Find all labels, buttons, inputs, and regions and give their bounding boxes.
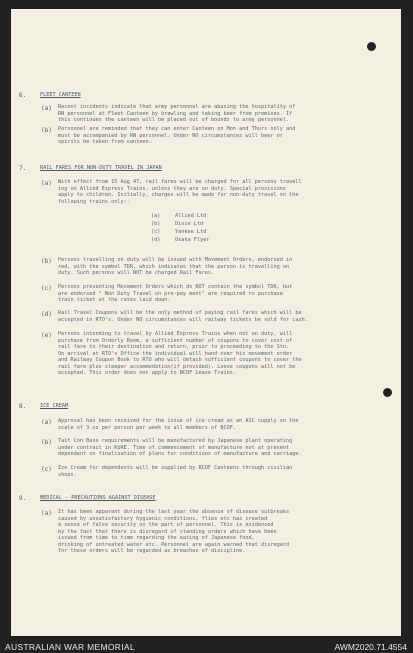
list-item-index: (d) bbox=[151, 237, 161, 243]
list-item: Osaka Flyer bbox=[175, 237, 210, 243]
paragraph-number: (a) bbox=[41, 510, 52, 517]
list-item: Yankee Ltd bbox=[175, 229, 207, 235]
section-number: 9. bbox=[19, 495, 27, 502]
paragraph-number: (b) bbox=[41, 439, 52, 446]
section-heading: ICE CREAM bbox=[40, 403, 69, 409]
paragraph: Tait Con Base requirements will be manufactured by Japanese plant operating under contract in KURE. Time of commencement of manufacture not at present dependent on finalisation of plans for conditions of manufacture and carriage. bbox=[58, 438, 302, 457]
paragraph-number: (c) bbox=[41, 466, 52, 473]
paragraph: Recent incidents indicate that army personnel are abusing the hospitality of RN personnel at Fleet Canteen by brawling and taking beer from premises. If this continues the canteen will be placed out of bounds to army personnel. bbox=[58, 104, 296, 123]
list-item: Allied Ltd bbox=[175, 213, 207, 219]
punch-hole bbox=[367, 42, 376, 51]
paragraph: Approval has been received for the issue of ice cream as an ASC supply on the scale of 3 oz per person per week to all members of BCOF. bbox=[58, 418, 299, 431]
paragraph: With effect from 15 Aug 47, rail fares will be charged for all persons travell ing on Allied Express Trains, unless they are on duty. Special provisions apply to children. Initially, charges will be made for non-duty travel on the following trains only:- bbox=[58, 179, 302, 205]
list-item-index: (b) bbox=[151, 221, 161, 227]
list-item-index: (c) bbox=[151, 229, 161, 235]
punch-hole bbox=[383, 388, 392, 397]
paragraph: Persons intending to travel by Allied Express Trains when not on duty, will purchase from Orderly Room, a sufficient number of coupons to cover cost of rail fare to their destination and return, prior to proceeding to the Stn. On arrival at RTO's Office the individual will hand over his movement order and Railway Coupon Book to RTO who will detach sufficient coupons to cover the rail fare plus sleeper accommodation(if provided). Loose coupons will not be accepted. This order does not apply to BCOF Leave Trains. bbox=[58, 331, 302, 376]
paragraph-number: (b) bbox=[41, 258, 52, 265]
section-heading: RAIL FARES FOR NON-DUTY TRAVEL IN JAPAN bbox=[40, 165, 162, 171]
document-page bbox=[11, 9, 401, 636]
section-heading: MEDICAL - PRECAUTIONS AGAINST DISEASE bbox=[40, 495, 156, 501]
list-item-index: (a) bbox=[151, 213, 161, 219]
catalogue-number: AWM2020.71.4554 bbox=[334, 642, 407, 652]
archive-footer bbox=[0, 639, 413, 653]
paragraph: Persons presenting Movement Orders which do NOT contain the symbol TDR, but are endorsed " Non Duty Travel on pre-pay ment" are required to purchase train ticket at the rates laid down. bbox=[58, 284, 293, 303]
paragraph: Ice Cream for dependents will be supplied by BCOF Canteens through civilian shops. bbox=[58, 465, 293, 478]
paragraph: Personnel are reminded that they can enter Canteen on Mon and Thurs only and must be accompanied by RN personnel. Under NO circumstances will beer or spirits be taken from canteen. bbox=[58, 126, 296, 145]
list-item: Dixie Ltd bbox=[175, 221, 204, 227]
section-number: 6. bbox=[19, 92, 27, 99]
paragraph-number: (d) bbox=[41, 311, 52, 318]
paragraph-number: (a) bbox=[41, 105, 52, 112]
paragraph-number: (c) bbox=[41, 285, 52, 292]
paragraph-number: (a) bbox=[41, 180, 52, 187]
section-heading: FLEET CANTEEN bbox=[40, 92, 81, 98]
section-number: 8. bbox=[19, 403, 27, 410]
paragraph: It has been apparent during the last year the absence of disease outbreaks caused by unsatisfactory hygienic conditions, flies etc has created a sense of false security on the part of personnel. This is evidenced by the fact that there is disregard of standing orders which have been issued from time to time regarding the eating of Japanese food, drinking of untreated water etc. Personnel are again warned that disregard for these orders will be regarded as breaches of discipline. bbox=[58, 509, 290, 554]
paragraph: Rail Travel Coupons will be the only method of paying rail fares which will be accepted in RTO's. Under NO circumstances will railway tickets be sold for cash. bbox=[58, 310, 308, 323]
paragraph-number: (e) bbox=[41, 332, 52, 339]
institution-name: AUSTRALIAN WAR MEMORIAL bbox=[5, 642, 135, 652]
section-number: 7. bbox=[19, 165, 27, 172]
paragraph-number: (a) bbox=[41, 419, 52, 426]
paragraph: Persons travelling on duty will be issued with Movement Orders, endorsed in red, with the symbol TDR, which indicates that the person is travelling on duty. Such persons will NOT be charged Rail Fares. bbox=[58, 257, 293, 276]
paragraph-number: (b) bbox=[41, 127, 52, 134]
